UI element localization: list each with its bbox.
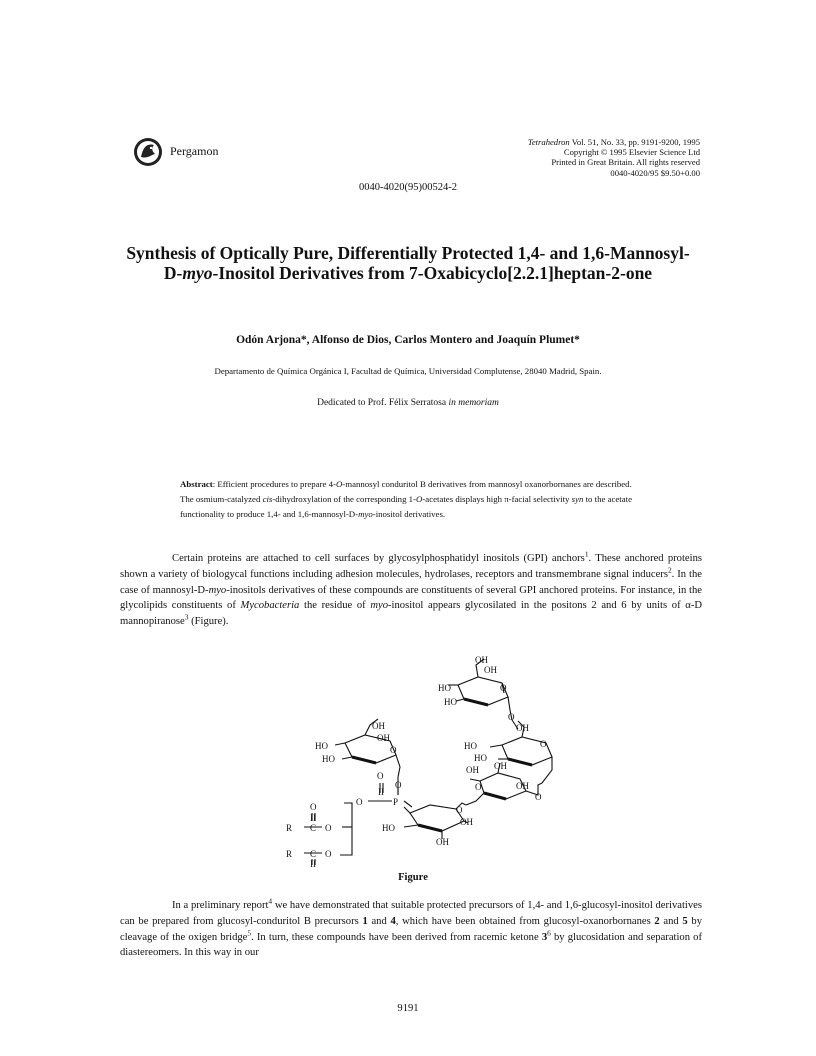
label-ho: HO <box>464 741 477 751</box>
label-o: O <box>456 805 463 815</box>
label-ho: HO <box>438 683 451 693</box>
label-c: C <box>310 849 317 859</box>
label-oh: OH <box>460 817 473 827</box>
label-o: O <box>325 849 332 859</box>
doi-code: 0040-4020(95)00524-2 <box>359 182 457 193</box>
journal-citation: Tetrahedron Vol. 51, No. 33, pp. 9191-9200, 1995 <box>527 137 700 147</box>
label-oh: OH <box>475 655 488 665</box>
label-oh: OH <box>436 837 449 847</box>
label-ho: HO <box>315 741 328 751</box>
page-number: 9191 <box>397 1003 419 1014</box>
chemical-structure-figure <box>280 655 570 870</box>
label-oh: OH <box>466 765 479 775</box>
label-oh: OH <box>516 723 529 733</box>
label-oh: OH <box>372 721 385 731</box>
dedication: Dedicated to Prof. Félix Serratosa in memoriam <box>317 398 499 408</box>
body-paragraph-1: Certain proteins are attached to cell surfaces by glycosylphosphatidyl inositols (GPI) anchors$^1$. These anchored proteins shown a variety of biologycal functions including adhesion molecules, hydrolases, receptors and transmembrane signal inducers$^2$. In the case of mannosyl-D-myo-inositols derivatives of these compounds are constituents of several GPI anchored proteins. For instance, in the glycolipids constituents of Mycobacteria the residue of myo-inositol appears glycosilated in the positons 2 and 6 by units of α-D mannopiranose$^3$ (Figure). <box>120 549 702 628</box>
label-o: O <box>508 712 515 722</box>
journal-info <box>528 137 700 178</box>
price-code: 0040-4020/95 $9.50+0.00 <box>610 167 700 178</box>
label-ho: HO <box>322 754 335 764</box>
abstract-label: Abstract <box>180 479 213 489</box>
label-c: C <box>310 823 317 833</box>
label-o: O <box>540 739 547 749</box>
label-o: O <box>395 780 402 790</box>
label-ho: HO <box>474 753 487 763</box>
paper-title: Synthesis of Optically Pure, Differentially Protected 1,4- and 1,6-Mannosyl-D-myo-Inositol Derivatives from 7-Oxabicyclo[2.2.1]heptan-2-one <box>126 243 690 283</box>
label-r: R <box>286 849 293 859</box>
publisher-name: Pergamon <box>170 144 219 158</box>
label-o: O <box>310 802 317 812</box>
label-r: R <box>286 823 293 833</box>
label-ho: HO <box>382 823 395 833</box>
abstract: Abstract: Efficient procedures to prepare 4-O-mannosyl conduritol B derivatives from mannosyl oxanorbornanes are described. The osmium-catalyzed cis-dihydroxylation of the corresponding 1-O-acetates displays high π-facial selectivity syn to the acetate functionality to produce 1,4- and 1,6-mannosyl-D-myo-inositol derivatives. <box>180 479 632 519</box>
label-o: O <box>325 823 332 833</box>
label-o: O <box>475 782 482 792</box>
label-o: O <box>390 745 397 755</box>
printed-line: Printed in Great Britain. All rights reserved <box>551 157 700 168</box>
label-oh: OH <box>516 781 529 791</box>
pergamon-logo-icon <box>133 137 163 167</box>
label-oh: OH <box>377 733 390 743</box>
label-double-bond: II <box>378 787 384 797</box>
label-o: O <box>356 797 363 807</box>
label-o: O <box>500 683 507 693</box>
label-double-bond: II <box>310 813 316 823</box>
body-paragraph-2: In a preliminary report$^4$ we have demonstrated that suitable protected precursors of 1,4- and 1,6-glucosyl-inositol derivatives can be prepared from glucosyl-conduritol B precursors 1 and 4, which have been obtained from glucosyl-oxanorbornanes 2 and 5 by cleavage of the oxigen bridge$^5$. In turn, these compounds have been derived from racemic ketone $3^6$ by glucosidation and separation of diastereomers. In this way in our <box>120 896 703 959</box>
figure-caption: Figure <box>398 872 428 883</box>
author-list: Odón Arjona*, Alfonso de Dios, Carlos Montero and Joaquín Plumet* <box>236 334 580 346</box>
label-o: O <box>535 792 542 802</box>
label-o: O <box>377 771 384 781</box>
affiliation: Departamento de Química Orgánica I, Facultad de Química, Universidad Complutense, 28040 Madrid, Spain. <box>214 366 602 376</box>
copyright-line: Copyright © 1995 Elsevier Science Ltd <box>563 147 700 158</box>
label-oh: OH <box>484 665 497 675</box>
label-ho: HO <box>444 697 457 707</box>
journal-name: Tetrahedron <box>527 137 570 147</box>
label-double-bond: II <box>310 859 316 869</box>
label-oh: OH <box>494 761 507 771</box>
label-p: P <box>393 797 399 807</box>
